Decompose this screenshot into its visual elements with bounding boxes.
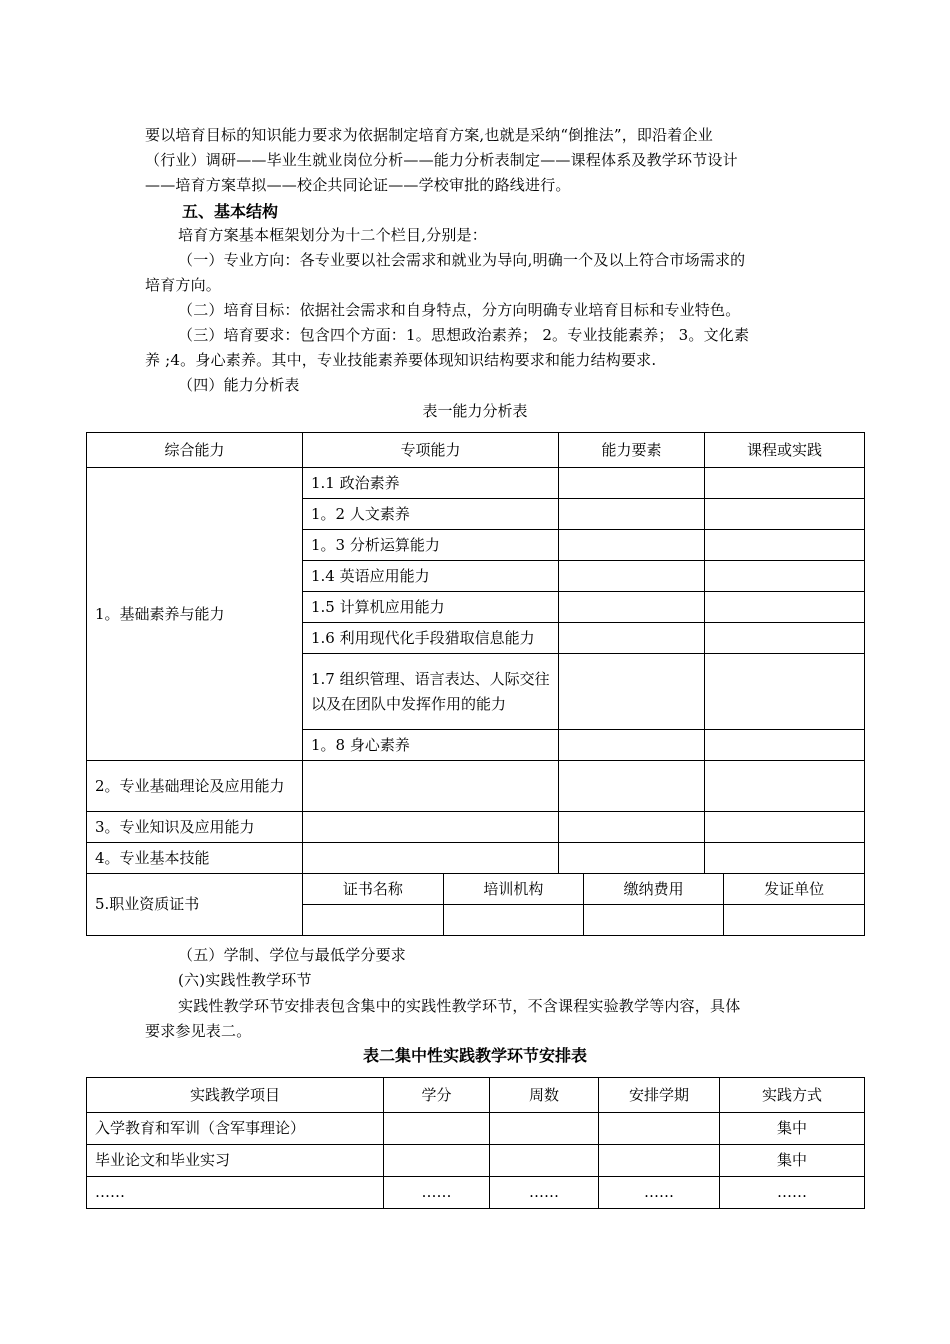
certificate-subtable [303,874,864,935]
project-cell: 入学教育和军训（含军事理论） [87,1113,384,1145]
item6-paragraph: (六)实践性教学环节 [178,971,312,989]
empty-cell [559,843,705,874]
header-cell: 专项能力 [303,433,559,468]
specific-ability-cell: 1。2 人文素养 [303,499,559,530]
group-label-professional-theory: 2。专业基础理论及应用能力 [87,761,303,812]
empty-cell [559,812,705,843]
empty-cell [559,530,705,561]
header-cell: 学分 [384,1078,490,1113]
table2-caption: 表二集中性实践教学环节安排表 [362,1046,587,1065]
empty-cell [705,468,865,499]
semester-cell [599,1113,720,1145]
empty-cell [584,905,724,936]
intro-paragraph-line-1: 要以培育目标的知识能力要求为依据制定培育方案,也就是采纳“倒推法”，即沿着企业 [145,126,713,144]
mode-cell: 集中 [720,1145,865,1177]
empty-cell [303,843,559,874]
section-heading-basic-structure: 五、基本结构 [182,202,279,221]
specific-ability-cell: 1。8 身心素养 [303,730,559,761]
specific-ability-cell: 1.4 英语应用能力 [303,561,559,592]
group-label-basic-quality: 1。基础素养与能力 [87,468,303,761]
empty-cell [705,761,865,812]
item3-line-2: 养 ;4。身心素养。其中，专业技能素养要体现知识结构要求和能力结构要求. [145,351,657,369]
table-header-row [87,1078,865,1113]
item2-paragraph: （二）培育目标：依据社会需求和自身特点，分方向明确专业培育目标和专业特色。 [178,301,741,319]
empty-cell [303,761,559,812]
table1-caption: 表一能力分析表 [422,402,528,420]
specific-ability-cell: 1.5 计算机应用能力 [303,592,559,623]
empty-cell [705,730,865,761]
table-row [87,761,865,812]
cert-header-cell: 证书名称 [303,874,443,905]
semester-cell [599,1145,720,1177]
table-row [303,874,864,905]
empty-cell [559,623,705,654]
table-row [87,468,865,499]
header-cell: 课程或实践 [705,433,865,468]
empty-cell [705,592,865,623]
header-cell: 能力要素 [559,433,705,468]
weeks-cell [490,1113,599,1145]
empty-cell [303,905,443,936]
certificate-subtable-cell [303,874,865,936]
empty-cell [559,654,705,730]
mode-cell: 集中 [720,1113,865,1145]
intro-paragraph-line-3: ——培育方案草拟——校企共同论证——学校审批的路线进行。 [145,176,571,194]
table-header-row [87,433,865,468]
empty-cell [705,654,865,730]
practice-line-1: 实践性教学环节安排表包含集中的实践性教学环节，不含课程实验教学等内容，具体 [178,997,741,1015]
empty-cell [705,843,865,874]
credit-cell: …… [384,1177,490,1209]
cert-header-cell: 培训机构 [443,874,583,905]
frame-paragraph: 培育方案基本框架划分为十二个栏目,分别是： [178,226,487,244]
item3-line-1: （三）培育要求：包含四个方面：1。思想政治素养； 2。专业技能素养； 3。文化素 [178,326,750,344]
group-label-professional-knowledge: 3。专业知识及应用能力 [87,812,303,843]
empty-cell [559,499,705,530]
item1-line-2: 培育方向。 [145,276,222,294]
group-label-certificate: 5.职业资质证书 [87,874,303,936]
empty-cell [705,561,865,592]
empty-cell [705,499,865,530]
table-row [87,1177,865,1209]
specific-ability-cell: 1.7 组织管理、语言表达、人际交往以及在团队中发挥作用的能力 [303,654,559,730]
empty-cell [559,592,705,623]
cert-header-cell: 缴纳费用 [584,874,724,905]
weeks-cell: …… [490,1177,599,1209]
empty-cell [705,623,865,654]
semester-cell: …… [599,1177,720,1209]
project-cell: 毕业论文和毕业实习 [87,1145,384,1177]
practice-line-2: 要求参见表二。 [145,1022,252,1040]
empty-cell [559,468,705,499]
header-cell: 安排学期 [599,1078,720,1113]
credit-cell [384,1145,490,1177]
group-label-basic-skills: 4。专业基本技能 [87,843,303,874]
weeks-cell [490,1145,599,1177]
intro-paragraph-line-2: （行业）调研——毕业生就业岗位分析——能力分析表制定——课程体系及教学环节设计 [145,151,738,169]
table-row [87,1113,865,1145]
table-row [87,1145,865,1177]
empty-cell [443,905,583,936]
specific-ability-cell: 1.1 政治素养 [303,468,559,499]
empty-cell [303,812,559,843]
table-row [303,905,864,936]
header-cell: 实践教学项目 [87,1078,384,1113]
empty-cell [705,812,865,843]
mode-cell: …… [720,1177,865,1209]
empty-cell [559,730,705,761]
project-cell: …… [87,1177,384,1209]
practice-schedule-table [86,1077,865,1209]
header-cell: 实践方式 [720,1078,865,1113]
table-row [87,874,865,936]
empty-cell [705,530,865,561]
specific-ability-cell: 1。3 分析运算能力 [303,530,559,561]
table-row [87,843,865,874]
empty-cell [559,761,705,812]
item4-paragraph: （四）能力分析表 [178,376,300,394]
cert-header-cell: 发证单位 [724,874,864,905]
table-row [87,812,865,843]
specific-ability-cell: 1.6 利用现代化手段猎取信息能力 [303,623,559,654]
header-cell: 周数 [490,1078,599,1113]
item5-paragraph: （五）学制、学位与最低学分要求 [178,946,407,964]
credit-cell [384,1113,490,1145]
ability-analysis-table [86,432,865,936]
item1-line-1: （一）专业方向：各专业要以社会需求和就业为导向,明确一个及以上符合市场需求的 [178,251,746,269]
header-cell: 综合能力 [87,433,303,468]
empty-cell [724,905,864,936]
empty-cell [559,561,705,592]
